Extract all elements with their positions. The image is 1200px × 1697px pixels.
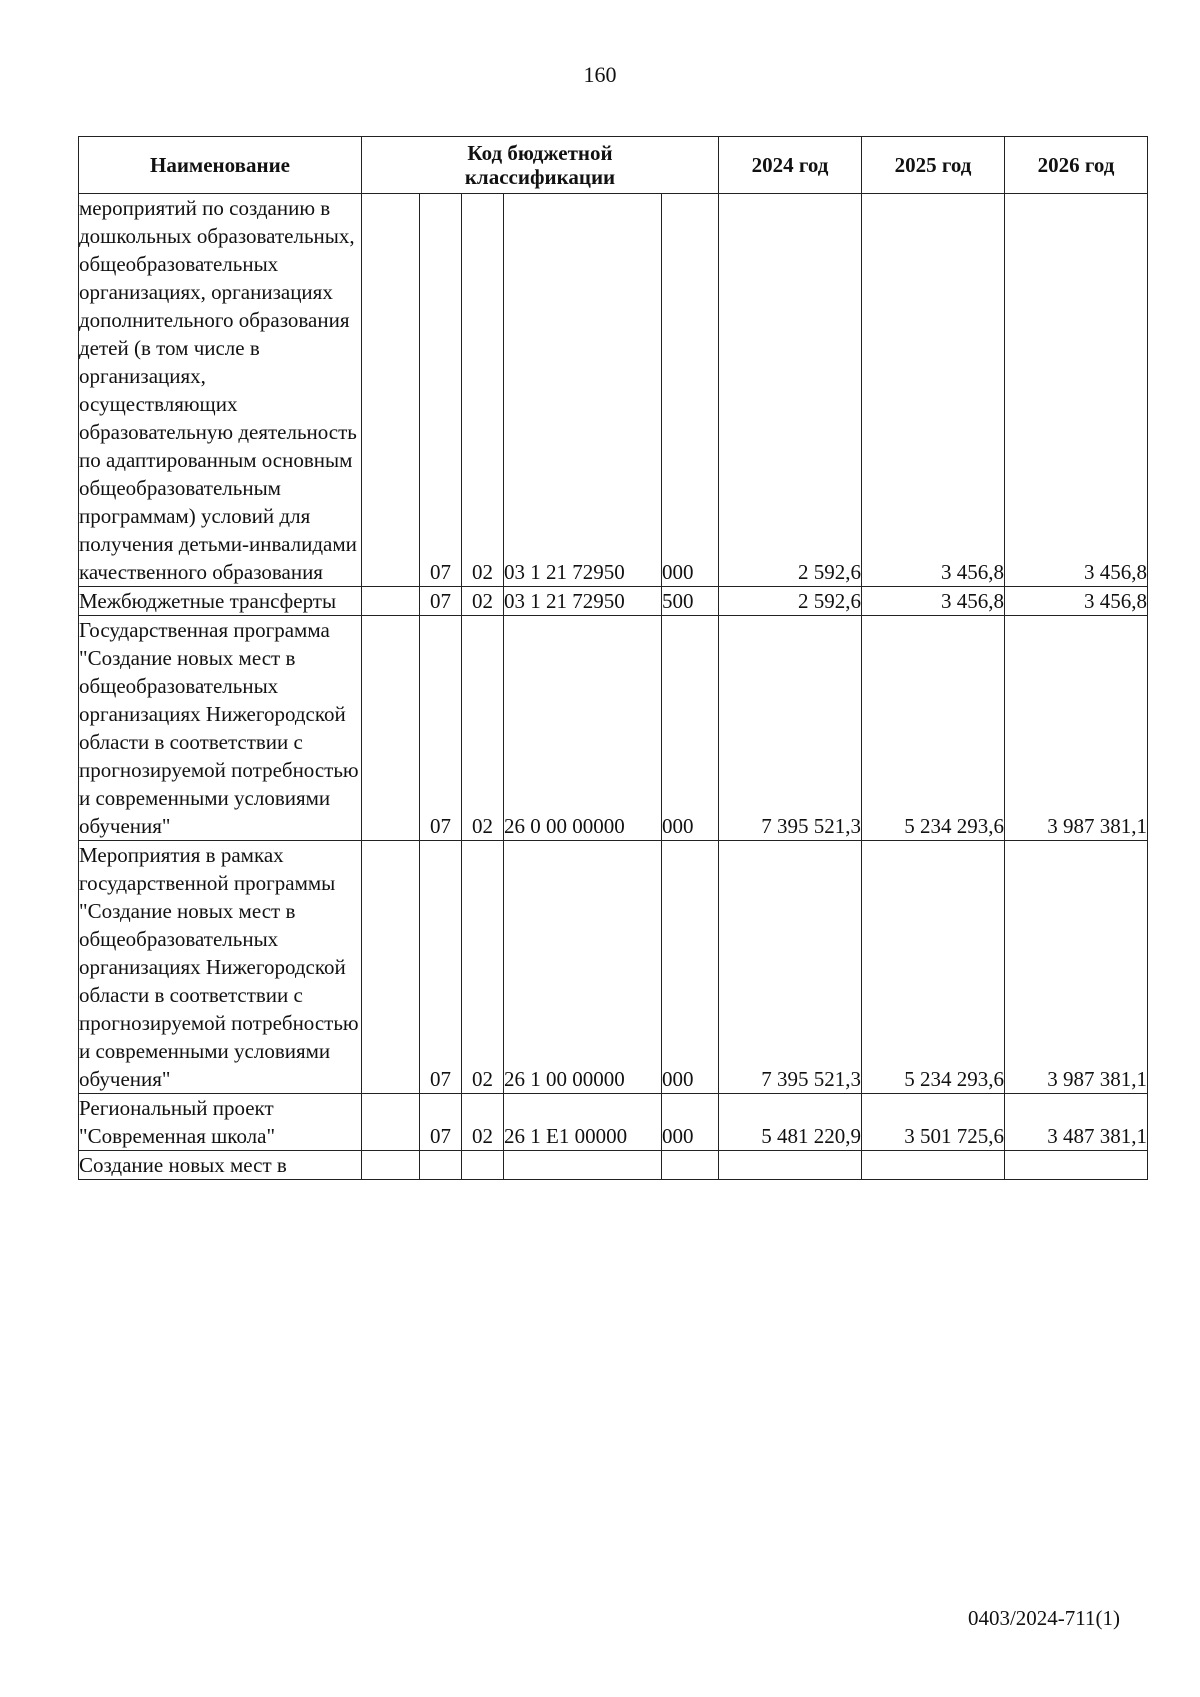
row-pr: 02 bbox=[462, 841, 504, 1094]
table-row bbox=[79, 841, 1148, 1094]
row-csr: 03 1 21 72950 bbox=[504, 587, 662, 616]
table-row bbox=[79, 587, 1148, 616]
header-name: Наименование bbox=[79, 137, 362, 194]
row-rz: 07 bbox=[420, 194, 462, 587]
table-row bbox=[79, 616, 1148, 841]
row-gr bbox=[362, 194, 420, 587]
row-2024: 7 395 521,3 bbox=[719, 841, 862, 1094]
row-vr: 500 bbox=[662, 587, 719, 616]
header-code-text: Код бюджетной классификации bbox=[464, 141, 616, 189]
table-row bbox=[79, 1094, 1148, 1151]
row-csr: 03 1 21 72950 bbox=[504, 194, 662, 587]
row-2026: 3 456,8 bbox=[1005, 194, 1148, 587]
row-rz: 07 bbox=[420, 841, 462, 1094]
row-vr: 000 bbox=[662, 1094, 719, 1151]
header-code bbox=[362, 137, 719, 194]
row-gr bbox=[362, 587, 420, 616]
row-rz: 07 bbox=[420, 1094, 462, 1151]
header-row bbox=[79, 137, 1148, 194]
row-pr bbox=[462, 1151, 504, 1180]
row-2025: 5 234 293,6 bbox=[862, 841, 1005, 1094]
row-csr: 26 1 E1 00000 bbox=[504, 1094, 662, 1151]
row-pr: 02 bbox=[462, 587, 504, 616]
row-2025: 3 501 725,6 bbox=[862, 1094, 1005, 1151]
row-2026 bbox=[1005, 1151, 1148, 1180]
row-gr bbox=[362, 1151, 420, 1180]
row-vr bbox=[662, 1151, 719, 1180]
row-2024: 7 395 521,3 bbox=[719, 616, 862, 841]
row-name: Государственная программа "Создание новых мест в общеобразовательных организациях Нижегородской области в соответствии с прогнозируемой потребностью и современными условиями обучения" bbox=[79, 616, 362, 841]
row-2025: 3 456,8 bbox=[862, 587, 1005, 616]
row-gr bbox=[362, 1094, 420, 1151]
row-name: Региональный проект "Современная школа" bbox=[79, 1094, 362, 1151]
row-vr: 000 bbox=[662, 194, 719, 587]
row-name: Межбюджетные трансферты bbox=[79, 587, 362, 616]
row-2026: 3 456,8 bbox=[1005, 587, 1148, 616]
row-rz: 07 bbox=[420, 587, 462, 616]
row-2024: 2 592,6 bbox=[719, 587, 862, 616]
row-vr: 000 bbox=[662, 841, 719, 1094]
row-rz bbox=[420, 1151, 462, 1180]
row-2024: 2 592,6 bbox=[719, 194, 862, 587]
page-number: 160 bbox=[583, 62, 617, 87]
row-vr: 000 bbox=[662, 616, 719, 841]
header-2025: 2025 год bbox=[862, 137, 1005, 194]
budget-table bbox=[78, 136, 1148, 1180]
row-csr: 26 0 00 00000 bbox=[504, 616, 662, 841]
table-row bbox=[79, 1151, 1148, 1180]
row-pr: 02 bbox=[462, 616, 504, 841]
row-gr bbox=[362, 841, 420, 1094]
row-2025: 3 456,8 bbox=[862, 194, 1005, 587]
row-2024: 5 481 220,9 bbox=[719, 1094, 862, 1151]
row-csr bbox=[504, 1151, 662, 1180]
header-2024: 2024 год bbox=[719, 137, 862, 194]
row-name: Мероприятия в рамках государственной программы "Создание новых мест в общеобразовательных организациях Нижегородской области в соответствии с прогнозируемой потребностью и современными условиями обучения" bbox=[79, 841, 362, 1094]
row-pr: 02 bbox=[462, 1094, 504, 1151]
table-row bbox=[79, 194, 1148, 587]
header-2026: 2026 год bbox=[1005, 137, 1148, 194]
row-name: мероприятий по созданию в дошкольных образовательных, общеобразовательных организациях, организациях дополнительного образования детей (в том числе в организациях, осуществляющих образовательную деятельность по адаптированным основным общеобразовательным программам) условий для получения детьми-инвалидами качественного образования bbox=[79, 194, 362, 587]
row-2025: 5 234 293,6 bbox=[862, 616, 1005, 841]
row-name: Создание новых мест в bbox=[79, 1151, 362, 1180]
row-2026: 3 987 381,1 bbox=[1005, 616, 1148, 841]
row-pr: 02 bbox=[462, 194, 504, 587]
document-code: 0403/2024-711(1) bbox=[967, 1606, 1120, 1630]
row-rz: 07 bbox=[420, 616, 462, 841]
row-gr bbox=[362, 616, 420, 841]
row-2025 bbox=[862, 1151, 1005, 1180]
row-csr: 26 1 00 00000 bbox=[504, 841, 662, 1094]
row-2026: 3 487 381,1 bbox=[1005, 1094, 1148, 1151]
row-2024 bbox=[719, 1151, 862, 1180]
row-2026: 3 987 381,1 bbox=[1005, 841, 1148, 1094]
